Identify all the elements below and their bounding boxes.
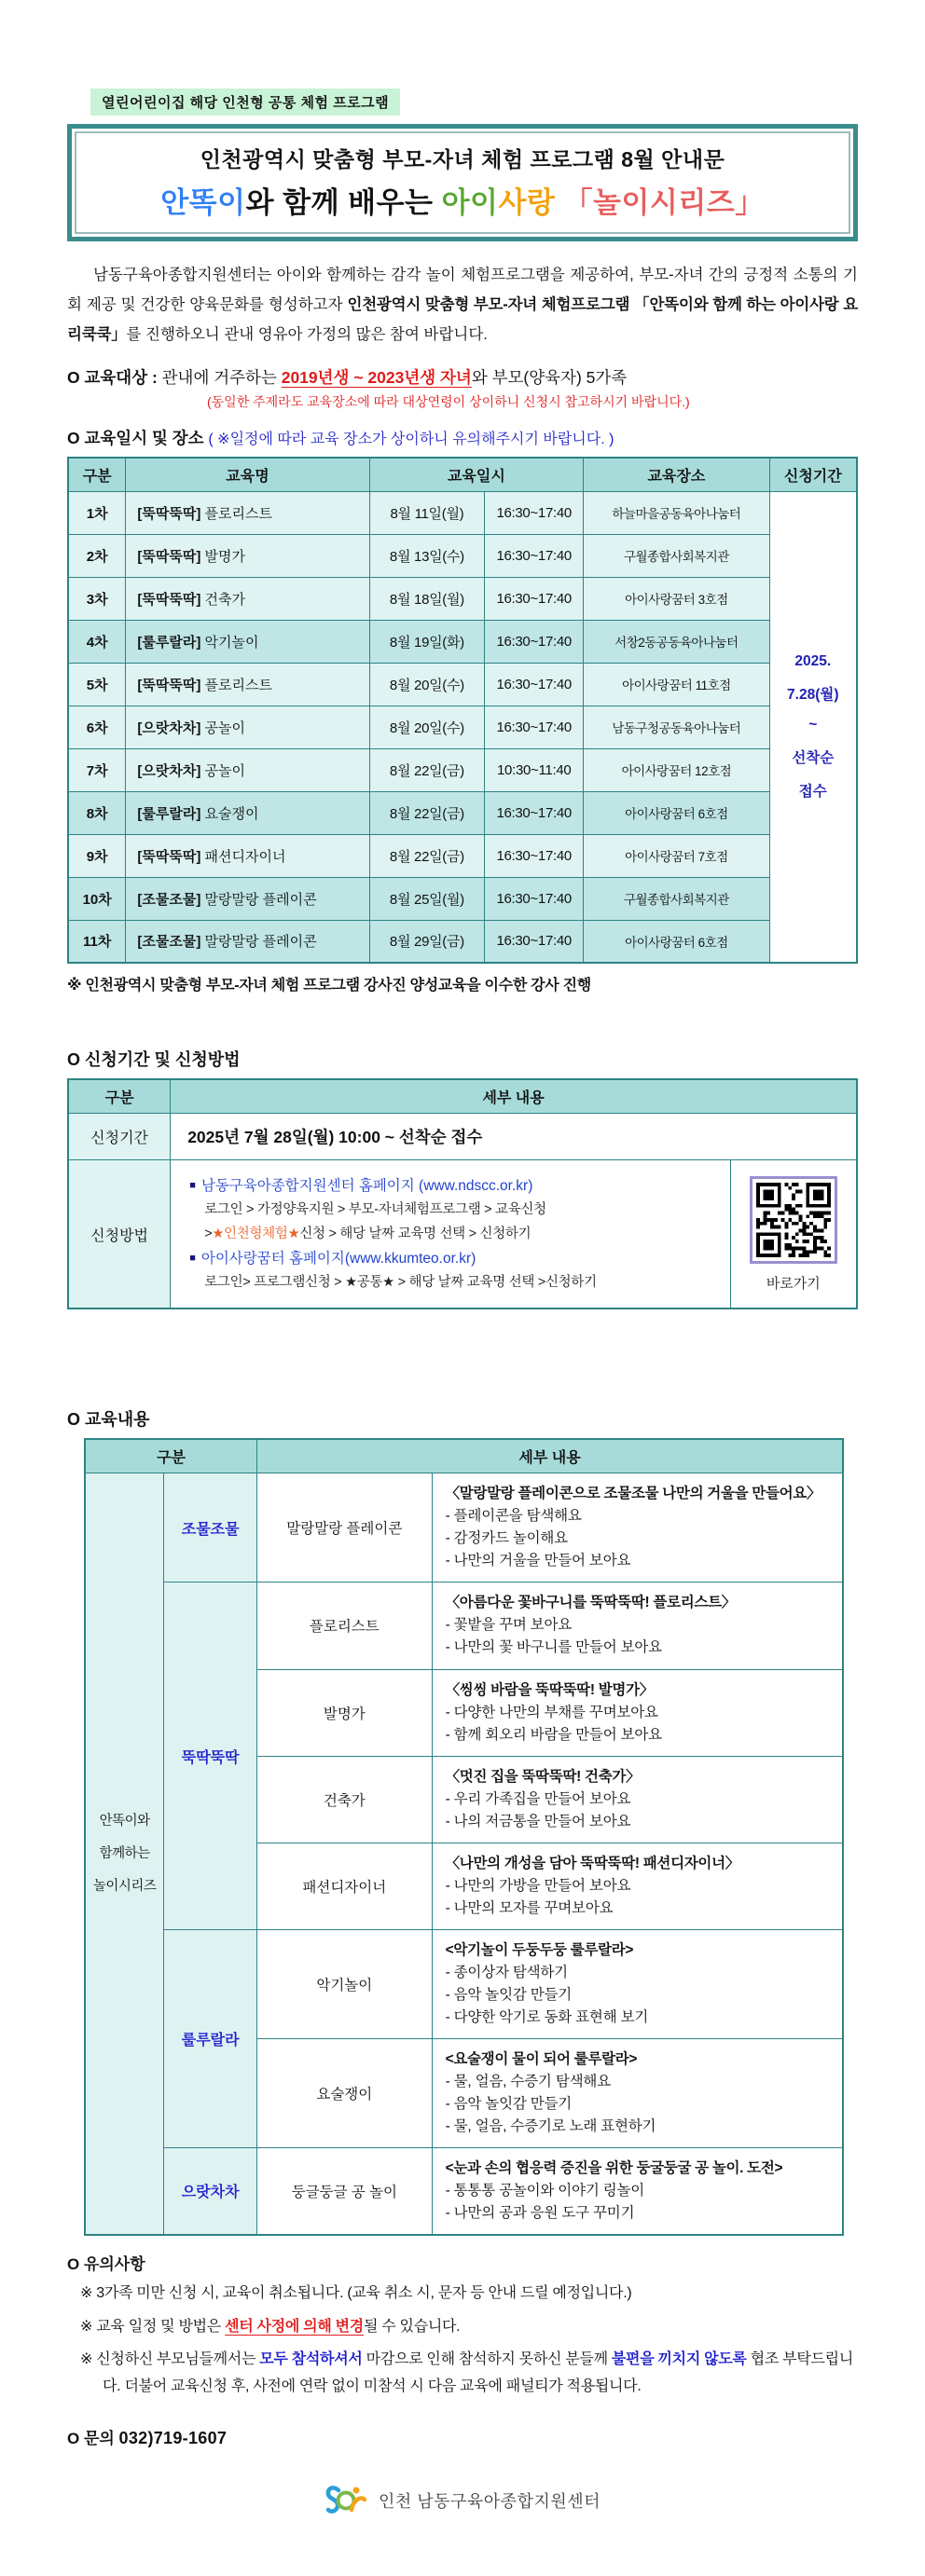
session-date: 8월 11일(월) bbox=[369, 491, 485, 534]
apply-method-detail bbox=[171, 1160, 730, 1309]
contact-line: O 문의 032)719-1607 bbox=[67, 2429, 228, 2447]
change-warning-highlight: 센터 사정에 의해 변경 bbox=[225, 2318, 364, 2335]
session-place: 구월종합사회복지관 bbox=[584, 877, 769, 920]
session-date: 8월 25일(월) bbox=[369, 877, 485, 920]
schedule-row bbox=[68, 620, 857, 663]
apply-period-label: 신청기간 bbox=[68, 1114, 171, 1160]
intro-bold-1: 인천광역시 맞춤형 부모-자녀 체험프로그램 bbox=[347, 296, 634, 314]
session-date: 8월 20일(수) bbox=[369, 706, 485, 748]
session-number: 4차 bbox=[68, 620, 126, 663]
session-time: 10:30~11:40 bbox=[485, 748, 584, 791]
title-part-black: 와 함께 배우는 bbox=[245, 186, 442, 219]
content-table bbox=[84, 1438, 844, 2235]
session-time: 16:30~17:40 bbox=[485, 491, 584, 534]
title-box bbox=[67, 124, 858, 241]
program-name: 건축가 bbox=[257, 1756, 433, 1843]
session-number: 11차 bbox=[68, 920, 126, 963]
target-prefix: 관내에 거주하는 bbox=[161, 367, 282, 387]
apply-method-label: 신청방법 bbox=[68, 1160, 171, 1309]
program-detail: 〈씽씽 바람을 뚝딱뚝딱! 발명가〉 - 다양한 나만의 부채를 꾸며보아요 - 함께 회오리 바람을 만들어 보아요 bbox=[432, 1669, 843, 1756]
notice-line-1: ※ 3가족 미만 신청 시, 교육이 취소됩니다. (교육 취소 시, 문자 등 안내 드릴 예정입니다.) bbox=[80, 2284, 632, 2301]
qr-code[interactable] bbox=[750, 1176, 837, 1264]
session-program-name: [룰루랄라] 요술쟁이 bbox=[126, 791, 369, 834]
contact-phone: 032)719-1607 bbox=[118, 2429, 228, 2447]
intro-text-1: 남동구육아종합지원센터는 아이와 함께하는 감각 놀이 체험프로그램을 제공하여, 부모-자녀 간의 긍정적 소통의 기회 제공 및 건강한 양육문화를 형성하고자 bbox=[67, 267, 858, 314]
session-program-name: [뚝딱뚝딱] 플로리스트 bbox=[126, 491, 369, 534]
session-number: 8차 bbox=[68, 791, 126, 834]
intro-text-2: 를 진행하오니 관내 영유아 가정의 많은 참여 바랍니다. bbox=[126, 326, 488, 344]
schedule-row bbox=[68, 663, 857, 706]
schedule-heading: O 교육일시 및 장소 ( ※일정에 따라 교육 장소가 상이하니 유의해주시기 바랍니다. ) bbox=[67, 428, 614, 447]
title-part-blue: 안똑이 bbox=[160, 186, 246, 219]
target-suffix: 와 부모(양육자) 5가족 bbox=[471, 367, 628, 387]
program-name: 둥글둥글 공 놀이 bbox=[257, 2147, 433, 2235]
category-label: 조물조물 bbox=[164, 1473, 257, 1583]
no-inconvenience-highlight: 불편을 끼치지 않도록 bbox=[611, 2351, 747, 2368]
website-link-ndscc[interactable]: ■ 남동구육아종합지원센터 홈페이지 (www.ndscc.or.kr) bbox=[189, 1178, 533, 1195]
session-place: 하늘마을공동육아나눔터 bbox=[584, 491, 769, 534]
schedule-row bbox=[68, 748, 857, 791]
footer bbox=[0, 2484, 925, 2522]
program-detail: <눈과 손의 협응력 증진을 위한 둥굴둥굴 공 놀이. 도전> - 통통통 공놀이와 이야기 링놀이 - 나만의 공과 응원 도구 꾸미기 bbox=[432, 2147, 843, 2235]
schedule-row bbox=[68, 491, 857, 534]
session-date: 8월 22일(금) bbox=[369, 748, 485, 791]
intro-paragraph bbox=[67, 260, 858, 350]
session-number: 5차 bbox=[68, 663, 126, 706]
session-date: 8월 22일(금) bbox=[369, 791, 485, 834]
content-header-row bbox=[85, 1439, 843, 1473]
schedule-table bbox=[67, 457, 858, 965]
program-detail: 〈나만의 개성을 담아 뚝딱뚝딱! 패션디자이너〉 - 나만의 가방을 만들어 보아요 - 나만의 모자를 꾸며보아요 bbox=[432, 1843, 843, 1929]
center-logo-icon bbox=[324, 2484, 369, 2517]
session-time: 16:30~17:40 bbox=[485, 620, 584, 663]
title-part-orange: 사랑 bbox=[498, 186, 564, 219]
apply-heading: O 신청기간 및 신청방법 bbox=[67, 1050, 241, 1070]
schedule-row bbox=[68, 706, 857, 748]
incheon-experience-highlight: ★인천형체험★ bbox=[212, 1226, 300, 1241]
session-program-name: [룰루랄라] 악기놀이 bbox=[126, 620, 369, 663]
apply-period-value: 2025년 7월 28일(월) 10:00 ~ 선착순 접수 bbox=[171, 1114, 857, 1160]
session-place: 아이사랑꿈터 11호점 bbox=[584, 663, 769, 706]
program-name: 말랑말랑 플레이콘 bbox=[257, 1473, 433, 1583]
schedule-header-row bbox=[68, 458, 857, 492]
session-time: 16:30~17:40 bbox=[485, 706, 584, 748]
session-program-name: [조물조물] 말랑말랑 플레이콘 bbox=[126, 920, 369, 963]
flyer-title-line1: 인천광역시 맞춤형 부모-자녀 체험 프로그램 8월 안내문 bbox=[200, 147, 725, 171]
content-row bbox=[85, 1583, 843, 1669]
program-name: 발명가 bbox=[257, 1669, 433, 1756]
schedule-row bbox=[68, 534, 857, 577]
apply-table bbox=[67, 1078, 858, 1309]
session-date: 8월 20일(수) bbox=[369, 663, 485, 706]
application-period: 2025. 7.28(월) ~ 선착순 접수 bbox=[769, 491, 857, 963]
col-header-place: 교육장소 bbox=[584, 458, 769, 492]
qr-cell bbox=[730, 1160, 857, 1309]
square-bullet-icon: ■ bbox=[189, 1180, 196, 1192]
schedule-heading-note: ( ※일정에 따라 교육 장소가 상이하니 유의해주시기 바랍니다. ) bbox=[208, 431, 614, 447]
content-col-header-group: 구분 bbox=[85, 1439, 257, 1473]
session-program-name: [조물조물] 말랑말랑 플레이콘 bbox=[126, 877, 369, 920]
title-part-green: 아이 bbox=[441, 186, 499, 219]
session-time: 16:30~17:40 bbox=[485, 877, 584, 920]
footer-org-name: 인천 남동구육아종합지원센터 bbox=[378, 2492, 601, 2511]
flyer-title-line2 bbox=[82, 179, 843, 221]
content-row bbox=[85, 1929, 843, 2038]
session-number: 3차 bbox=[68, 577, 126, 620]
program-detail: 〈멋진 집을 뚝딱뚝딱! 건축가〉 - 우리 가족집을 만들어 보아요 - 나의 저금통을 만들어 보아요 bbox=[432, 1756, 843, 1843]
series-label: 안똑이와 함께하는 놀이시리즈 bbox=[85, 1473, 164, 2235]
schedule-row bbox=[68, 877, 857, 920]
category-label: 룰루랄라 bbox=[164, 1929, 257, 2147]
program-name: 요술쟁이 bbox=[257, 2038, 433, 2147]
nav-path-3: 로그인> 프로그램신청 > ★공통★ > 해당 날짜 교육명 선택 >신청하기 bbox=[204, 1275, 597, 1291]
session-time: 16:30~17:40 bbox=[485, 577, 584, 620]
program-detail: 〈아름다운 꽃바구니를 뚝딱뚝딱! 플로리스트〉 - 꽃밭을 꾸며 보아요 - 나만의 꽃 바구니를 만들어 보아요 bbox=[432, 1583, 843, 1669]
square-bullet-icon: ■ bbox=[189, 1252, 196, 1264]
nav-path-2: >★인천형체험★신청 > 해당 날짜 교육명 선택 > 신청하기 bbox=[204, 1226, 532, 1241]
attend-all-highlight: 모두 참석하셔서 bbox=[259, 2351, 363, 2368]
session-number: 7차 bbox=[68, 748, 126, 791]
session-time: 16:30~17:40 bbox=[485, 663, 584, 706]
content-heading: O 교육내용 bbox=[67, 1410, 150, 1430]
apply-col-header-detail: 세부 내용 bbox=[171, 1079, 857, 1114]
session-place: 아이사랑꿈터 7호점 bbox=[584, 834, 769, 877]
content-row bbox=[85, 1473, 843, 1583]
session-date: 8월 29일(금) bbox=[369, 920, 485, 963]
session-place: 아이사랑꿈터 3호점 bbox=[584, 577, 769, 620]
col-header-no: 구분 bbox=[68, 458, 126, 492]
session-program-name: [뚝딱뚝딱] 플로리스트 bbox=[126, 663, 369, 706]
session-program-name: [뚝딱뚝딱] 발명가 bbox=[126, 534, 369, 577]
program-name: 패션디자이너 bbox=[257, 1843, 433, 1929]
category-label: 으랏차차 bbox=[164, 2147, 257, 2235]
schedule-row bbox=[68, 834, 857, 877]
target-highlight: 2019년생 ~ 2023년생 자녀 bbox=[281, 367, 472, 387]
program-name: 플로리스트 bbox=[257, 1583, 433, 1669]
session-time: 16:30~17:40 bbox=[485, 920, 584, 963]
session-number: 2차 bbox=[68, 534, 126, 577]
notice-line-3: ※ 신청하신 부모님들께서는 모두 참석하셔서 마감으로 인해 참석하지 못하신 분들께 불편을 끼치지 않도록 협조 부탁드립니다. 더불어 교육신청 후, 사전에 연락 없이 미참석 시 다음 교육에 패널티가 적용됩니다. bbox=[80, 2351, 853, 2395]
nav-path-1: 로그인 > 가정양육지원 > 부모-자녀체험프로그램 > 교육신청 bbox=[204, 1202, 546, 1218]
session-date: 8월 19일(화) bbox=[369, 620, 485, 663]
intro-bold-2: 「안똑이와 함께 하는 아이사랑 요리쿡쿡」 bbox=[67, 296, 858, 344]
session-date: 8월 13일(수) bbox=[369, 534, 485, 577]
target-heading: O 교육대상 : 관내에 거주하는 2019년생 ~ 2023년생 자녀와 부모(양육자) 5가족 bbox=[67, 367, 628, 387]
website-link-kkumteo[interactable]: ■ 아이사랑꿈터 홈페이지(www.kkumteo.or.kr) bbox=[189, 1250, 476, 1267]
program-name: 악기놀이 bbox=[257, 1929, 433, 2038]
qr-shortcut-label: 바로가기 bbox=[766, 1275, 821, 1292]
session-place: 아이사랑꿈터 12호점 bbox=[584, 748, 769, 791]
category-label: 뚝딱뚝딱 bbox=[164, 1583, 257, 1929]
program-detail: <악기놀이 두둥두둥 룰루랄라> - 종이상자 탐색하기 - 음악 놀잇감 만들기 - 다양한 악기로 동화 표현해 보기 bbox=[432, 1929, 843, 2038]
session-number: 1차 bbox=[68, 491, 126, 534]
col-header-name: 교육명 bbox=[126, 458, 369, 492]
session-number: 6차 bbox=[68, 706, 126, 748]
apply-header-row bbox=[68, 1079, 857, 1114]
session-place: 아이사랑꿈터 6호점 bbox=[584, 791, 769, 834]
instructor-footnote: ※ 인천광역시 맞춤형 부모-자녀 체험 프로그램 강사진 양성교육을 이수한 강사 진행 bbox=[67, 978, 591, 994]
target-note: (동일한 주제라도 교육장소에 따라 대상연령이 상이하니 신청시 참고하시기 바랍니다.) bbox=[207, 393, 690, 409]
session-place: 구월종합사회복지관 bbox=[584, 534, 769, 577]
session-time: 16:30~17:40 bbox=[485, 534, 584, 577]
top-category-label: 열린어린이집 해당 인천형 공통 체험 프로그램 bbox=[90, 89, 400, 116]
col-header-datetime: 교육일시 bbox=[369, 458, 584, 492]
session-number: 10차 bbox=[68, 877, 126, 920]
content-col-header-detail: 세부 내용 bbox=[257, 1439, 843, 1473]
apply-col-header-label: 구분 bbox=[68, 1079, 171, 1114]
session-time: 16:30~17:40 bbox=[485, 834, 584, 877]
apply-method-row bbox=[68, 1160, 857, 1309]
apply-period-row bbox=[68, 1114, 857, 1160]
session-program-name: [으랏차차] 공놀이 bbox=[126, 748, 369, 791]
schedule-row bbox=[68, 577, 857, 620]
content-row bbox=[85, 2147, 843, 2235]
session-time: 16:30~17:40 bbox=[485, 791, 584, 834]
session-program-name: [뚝딱뚝딱] 패션디자이너 bbox=[126, 834, 369, 877]
notice-line-2: ※ 교육 일정 및 방법은 센터 사정에 의해 변경될 수 있습니다. bbox=[80, 2318, 461, 2335]
session-program-name: [으랏차차] 공놀이 bbox=[126, 706, 369, 748]
program-detail: <요술쟁이 물이 되어 룰루랄라> - 물, 얼음, 수증기 탐색해요 - 음악 놀잇감 만들기 - 물, 얼음, 수증기로 노래 표현하기 bbox=[432, 2038, 843, 2147]
schedule-row bbox=[68, 791, 857, 834]
program-detail: 〈말랑말랑 플레이콘으로 조물조물 나만의 거울을 만들어요〉 - 플레이콘을 탐색해요 - 감정카드 놀이해요 - 나만의 거울을 만들어 보아요 bbox=[432, 1473, 843, 1583]
session-number: 9차 bbox=[68, 834, 126, 877]
session-date: 8월 22일(금) bbox=[369, 834, 485, 877]
session-place: 아이사랑꿈터 6호점 bbox=[584, 920, 769, 963]
title-part-coral: 「놀이시리즈」 bbox=[563, 186, 765, 219]
session-place: 남동구청공동육아나눔터 bbox=[584, 706, 769, 748]
notice-heading: O 유의사항 bbox=[67, 2254, 145, 2273]
session-date: 8월 18일(월) bbox=[369, 577, 485, 620]
schedule-row bbox=[68, 920, 857, 963]
session-program-name: [뚝딱뚝딱] 건축가 bbox=[126, 577, 369, 620]
col-header-period: 신청기간 bbox=[769, 458, 857, 492]
session-place: 서창2동공동육아나눔터 bbox=[584, 620, 769, 663]
